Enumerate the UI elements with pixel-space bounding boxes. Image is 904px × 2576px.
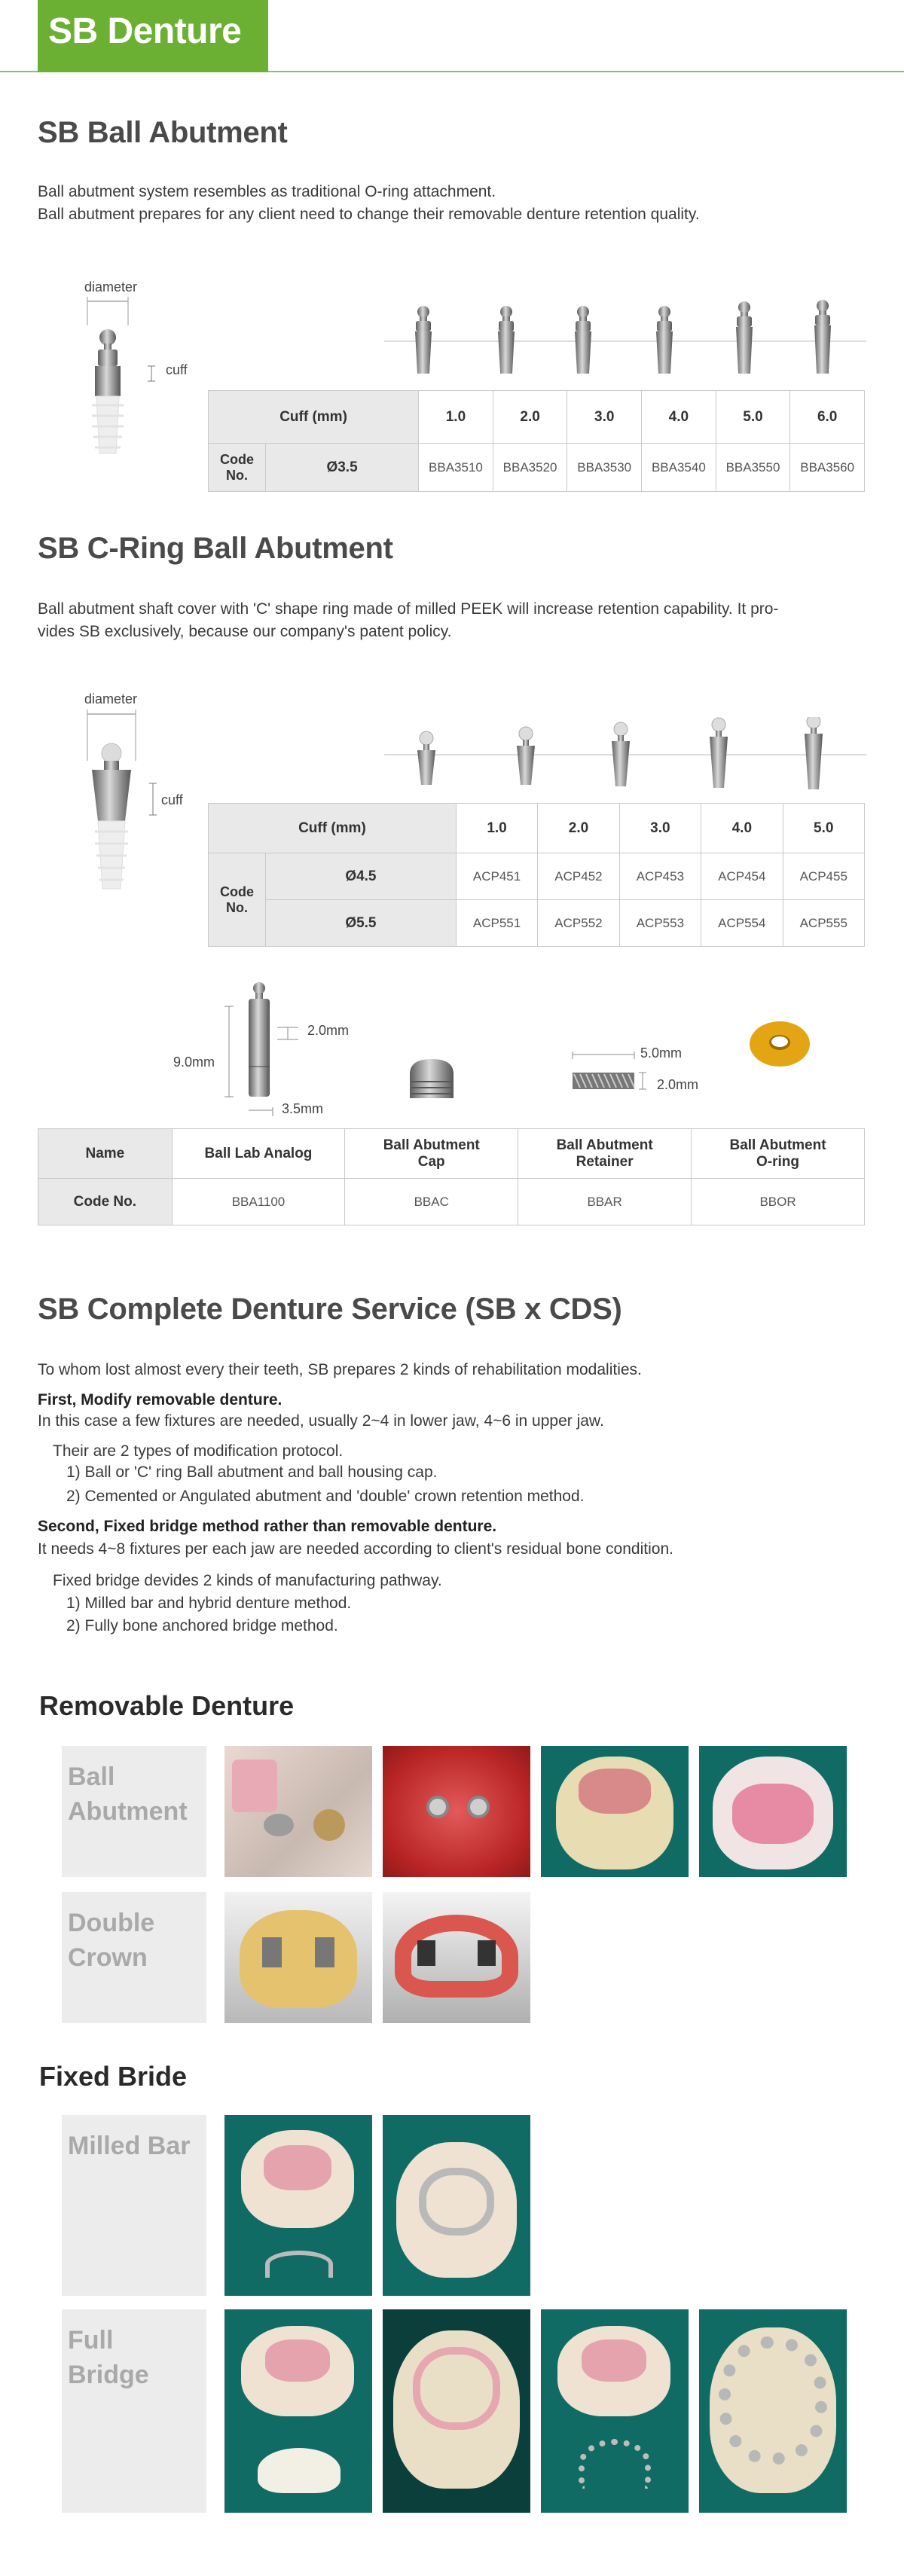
ball-abutment-table — [208, 390, 865, 492]
ball-abutment-o-ring-image — [746, 1017, 814, 1070]
cuff-label: cuff — [166, 362, 188, 377]
cuff-header: Cuff (mm) — [209, 804, 457, 853]
part-code: BBAC — [345, 1179, 518, 1225]
full-bridge-photo-4 — [699, 2309, 847, 2513]
ball-abutment-photo-4 — [699, 1746, 847, 1877]
cuff-cell: 3.0 — [567, 391, 642, 444]
code-cell: BBA3520 — [493, 444, 567, 492]
code-cell: BBA3510 — [419, 444, 493, 492]
diameter-cell: Ø5.5 — [266, 900, 457, 947]
cuff-cell: 2.0 — [538, 804, 619, 853]
cds-text: 1) Milled bar and hybrid denture method. — [66, 1595, 352, 1612]
dim-3-5mm: 3.5mm — [282, 1101, 324, 1116]
cds-text: Fixed bridge devides 2 kinds of manufacturing pathway. — [53, 1572, 442, 1589]
ball-abutment-label: Ball Abutment — [68, 1763, 188, 1826]
code-cell: ACP455 — [783, 853, 864, 900]
cds-heading-second: Second, Fixed bridge method rather than removable denture. — [38, 1518, 497, 1535]
cring-desc-2: vides SB exclusively, because our company's patent policy. — [38, 623, 452, 640]
ball-lab-analog-image — [223, 976, 306, 1119]
code-cell: ACP552 — [538, 900, 619, 947]
ball-abutment-diagram — [75, 295, 173, 469]
name-header: Name — [38, 1129, 173, 1179]
cuff-label: cuff — [161, 792, 183, 807]
part-name: Ball Lab Analog — [172, 1129, 345, 1179]
cring-abutment-table — [208, 803, 865, 947]
cuff-cell: 2.0 — [493, 391, 567, 444]
fixed-title: Fixed Bride — [39, 2061, 188, 2092]
code-cell: ACP554 — [701, 900, 783, 947]
milled-bar-label-box — [62, 2115, 206, 2296]
milled-bar-photo-1 — [224, 2115, 372, 2296]
cuff-cell: 4.0 — [701, 804, 783, 853]
code-cell: BBA3540 — [642, 444, 716, 492]
parts-table — [38, 1128, 865, 1225]
code-header: Code No. — [209, 444, 266, 492]
part-name: Ball Abutment O-ring — [692, 1129, 865, 1179]
code-cell: BBA3550 — [716, 444, 790, 492]
diameter-cell: Ø4.5 — [266, 853, 457, 900]
page-title: SB Denture — [48, 11, 242, 51]
diameter-label: diameter — [84, 279, 138, 295]
cds-text: To whom lost almost every their teeth, SB prepares 2 kinds of rehabilitation modalities. — [38, 1361, 642, 1378]
code-cell: ACP551 — [456, 900, 537, 947]
removable-title: Removable Denture — [39, 1690, 295, 1721]
part-code: BBAR — [518, 1179, 692, 1225]
code-cell: ACP451 — [456, 853, 537, 900]
cds-text: 1) Ball or 'C' ring Ball abutment and ball housing cap. — [66, 1463, 438, 1481]
code-cell: ACP454 — [701, 853, 783, 900]
dim-2mm: 2.0mm — [307, 1023, 350, 1038]
cds-text: 2) Cemented or Angulated abutment and 'double' crown retention method. — [66, 1488, 585, 1505]
double-crown-label-box — [62, 1892, 206, 2023]
header-tab — [38, 0, 268, 72]
cds-text: It needs 4~8 fixtures per each jaw are needed according to client's residual bone condition. — [38, 1540, 673, 1558]
part-code: BBA1100 — [172, 1179, 345, 1225]
code-header: Code No. — [38, 1179, 173, 1225]
code-cell: BBA3530 — [567, 444, 642, 492]
part-name: Ball Abutment Retainer — [518, 1129, 692, 1179]
full-bridge-photo-1 — [224, 2309, 372, 2513]
ball-abutment-cap-image — [405, 1056, 458, 1101]
double-crown-photo-1 — [224, 1892, 372, 2023]
diameter-label: diameter — [84, 691, 138, 707]
ball-desc-2: Ball abutment prepares for any client need to change their removable denture retention quality. — [38, 206, 700, 223]
cuff-cell: 3.0 — [619, 804, 701, 853]
dim-2mm-retainer: 2.0mm — [657, 1077, 699, 1092]
diameter-cell: Ø3.5 — [266, 444, 419, 492]
ball-abutment-products — [384, 298, 866, 381]
cds-text: In this case a few fixtures are needed, usually 2~4 in lower jaw, 4~6 in upper jaw. — [38, 1412, 604, 1430]
cds-text: Their are 2 types of modification protocol. — [53, 1442, 344, 1460]
milled-bar-label: Milled Bar — [68, 2132, 191, 2160]
code-header: Code No. — [209, 853, 266, 947]
full-bridge-label: Full Bridge — [68, 2326, 149, 2389]
part-name: Ball Abutment Cap — [345, 1129, 518, 1179]
dim-5mm: 5.0mm — [640, 1045, 683, 1061]
cring-desc-1: Ball abutment shaft cover with 'C' shape ring made of milled PEEK will increase retention capability. It pro- — [38, 600, 779, 618]
ball-abutment-photo-1 — [224, 1746, 372, 1877]
double-crown-label: Double Crown — [68, 1909, 155, 1972]
milled-bar-photo-2 — [383, 2115, 530, 2296]
cds-section-title: SB Complete Denture Service (SB x CDS) — [38, 1293, 622, 1326]
code-cell: ACP452 — [538, 853, 619, 900]
cuff-header: Cuff (mm) — [209, 391, 419, 444]
cuff-cell: 6.0 — [790, 391, 865, 444]
code-cell: ACP453 — [619, 853, 701, 900]
cuff-cell: 5.0 — [783, 804, 864, 853]
full-bridge-photo-3 — [541, 2309, 689, 2513]
ball-abutment-label-box — [62, 1746, 206, 1877]
code-cell: BBA3560 — [790, 444, 865, 492]
ball-desc-1: Ball abutment system resembles as traditional O-ring attachment. — [38, 183, 496, 200]
dim-9mm: 9.0mm — [173, 1055, 215, 1070]
ball-abutment-photo-2 — [383, 1746, 530, 1877]
cring-section-title: SB C-Ring Ball Abutment — [38, 532, 393, 565]
part-code: BBOR — [692, 1179, 865, 1225]
ball-abutment-retainer-image — [570, 1051, 652, 1097]
cds-text: 2) Fully bone anchored bridge method. — [66, 1617, 338, 1634]
ball-section-title: SB Ball Abutment — [38, 116, 288, 149]
cring-abutment-diagram — [75, 708, 166, 896]
full-bridge-label-box — [62, 2309, 206, 2513]
cring-abutment-products — [384, 717, 866, 800]
full-bridge-photo-2 — [383, 2309, 530, 2513]
cuff-cell: 1.0 — [456, 804, 537, 853]
code-cell: ACP553 — [619, 900, 701, 947]
code-cell: ACP555 — [783, 900, 864, 947]
double-crown-photo-2 — [383, 1892, 530, 2023]
cds-heading-first: First, Modify removable denture. — [38, 1391, 282, 1409]
cuff-cell: 4.0 — [642, 391, 716, 444]
cuff-cell: 1.0 — [419, 391, 493, 444]
ball-abutment-photo-3 — [541, 1746, 689, 1877]
cuff-cell: 5.0 — [716, 391, 790, 444]
